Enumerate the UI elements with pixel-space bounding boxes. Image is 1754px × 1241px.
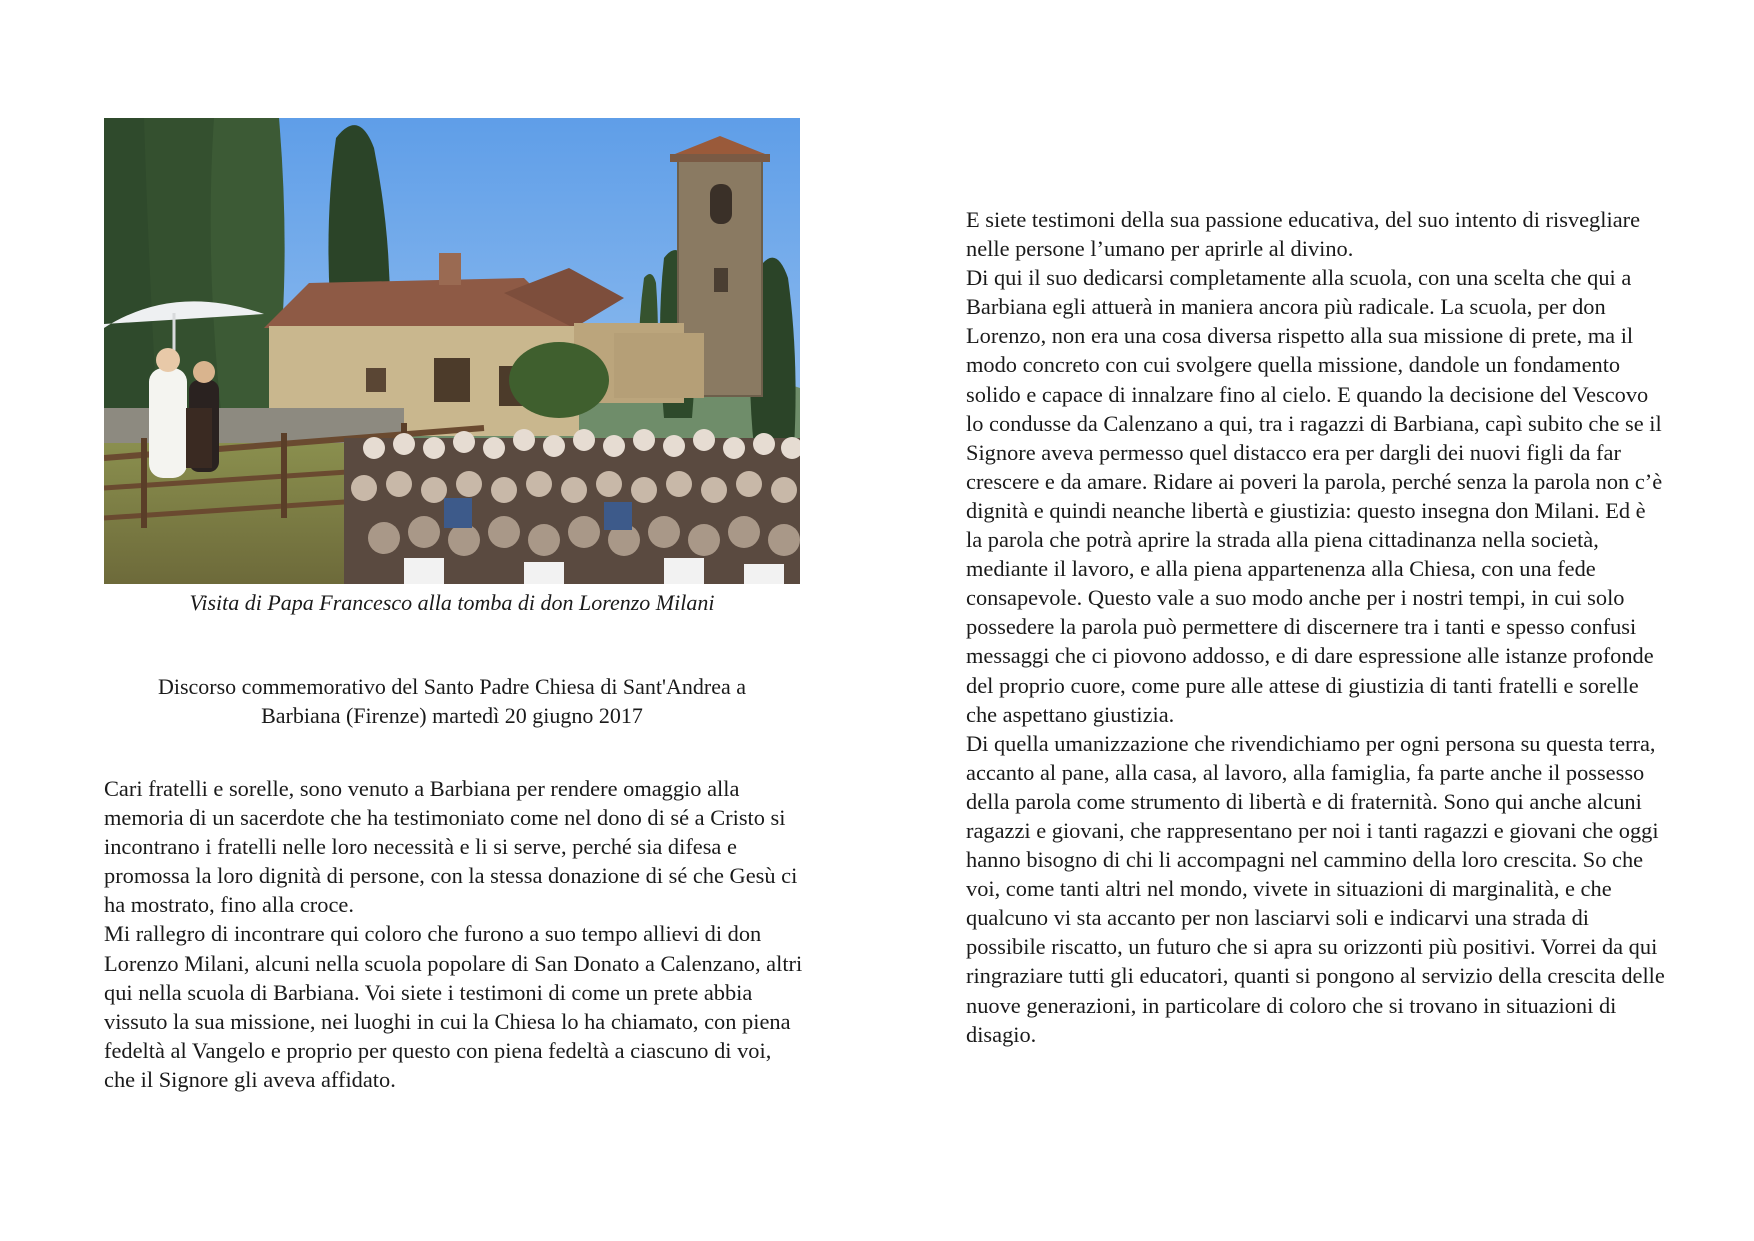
photo-caption: Visita di Papa Francesco alla tomba di don Lorenzo Milani xyxy=(189,590,715,615)
speech-title-line1: Discorso commemorativo del Santo Padre Chiesa di Sant'Andrea a xyxy=(157,674,747,699)
speech-title xyxy=(104,672,800,730)
photo-papal-visit-icon xyxy=(104,118,800,584)
paragraph: Di qui il suo dedicarsi completamente alla scuola, con una scelta che qui a Barbiana egli attuerà in maniera ancora più radicale. La scuola, per don Lorenzo, non era una cosa diversa rispetto alla sua missione di prete, ma il modo concreto con cui svolgere quella missione, dandole un fondamento solido e capace di innalzare fino al cielo. E quando la decisione del Vescovo lo condusse da Calenzano a qui, tra i ragazzi di Barbiana, capì subito che se il Signore aveva permesso quel distacco era per dargli dei nuovi figli da far crescere e da amare. Ridare ai poveri la parola, perché senza la parola non c’è dignità e quindi neanche libertà e giustizia: questo insegna don Milani. Ed è la parola che potrà aprire la strada alla piena cittadinanza nella società, mediante il lavoro, e alla piena appartenenza alla Chiesa, con una fede consapevole. Questo vale a suo modo anche per i nostri tempi, in cui solo possedere la parola può permettere di discernere tra i tanti e spesso confusi messaggi che ci piovono addosso, e di dare espressione alle istanze profonde del proprio cuore, come pure alle attese di giustizia di tanti fratelli e sorelle che aspettano giustizia. xyxy=(966,265,1663,727)
right-page xyxy=(966,205,1666,1049)
paragraph: Mi rallegro di incontrare qui coloro che furono a suo tempo allievi di don Lorenzo Milani, alcuni nella scuola popolare di San Donato a Calenzano, altri qui nella scuola di Barbiana. Voi siete i testimoni di come un prete abbia vissuto la sua missione, nei luoghi in cui la Chiesa lo ha chiamato, con piena fedeltà al Vangelo e proprio per questo con piena fedeltà a ciascuno di voi, che il Signore gli aveva affidato. xyxy=(104,921,803,1092)
left-body-text xyxy=(104,774,804,1094)
paragraph: Di quella umanizzazione che rivendichiamo per ogni persona su questa terra, accanto al pane, alla casa, al lavoro, alla famiglia, fa parte anche il possesso della parola come strumento di libertà e di fraternità. Sono qui anche alcuni ragazzi e giovani, che rappresentano per noi i tanti ragazzi e giovani che oggi hanno bisogno di chi li accompagni nel cammino della loro crescita. So che voi, come tanti altri nel mondo, vivete in situazioni di marginalità, e che qualcuno vi sta accanto per non lasciarvi soli e indicarvi una strada di possibile riscatto, un futuro che si apra su orizzonti più positivi. Vorrei da qui ringraziare tutti gli educatori, quanti si pongono al servizio della crescita delle nuove generazioni, in particolare di coloro che si trovano in situazioni di disagio. xyxy=(966,730,1665,1047)
right-body-text xyxy=(966,205,1666,1049)
speech-title-line2: Barbiana (Firenze) martedì 20 giugno 2017 xyxy=(261,703,643,728)
paragraph: E siete testimoni della sua passione educativa, del suo intento di risvegliare nelle persone l’umano per aprirle al divino. xyxy=(966,207,1641,262)
paragraph: Cari fratelli e sorelle, sono venuto a Barbiana per rendere omaggio alla memoria di un sacerdote che ha testimoniato come nel dono di sé a Cristo si incontrano i fratelli nelle loro necessità e li si serve, perché sia difesa e promossa la loro dignità di persone, con la stessa donazione di sé che Gesù ci ha mostrato, fino alla croce. xyxy=(104,776,798,918)
left-page xyxy=(104,118,804,1094)
